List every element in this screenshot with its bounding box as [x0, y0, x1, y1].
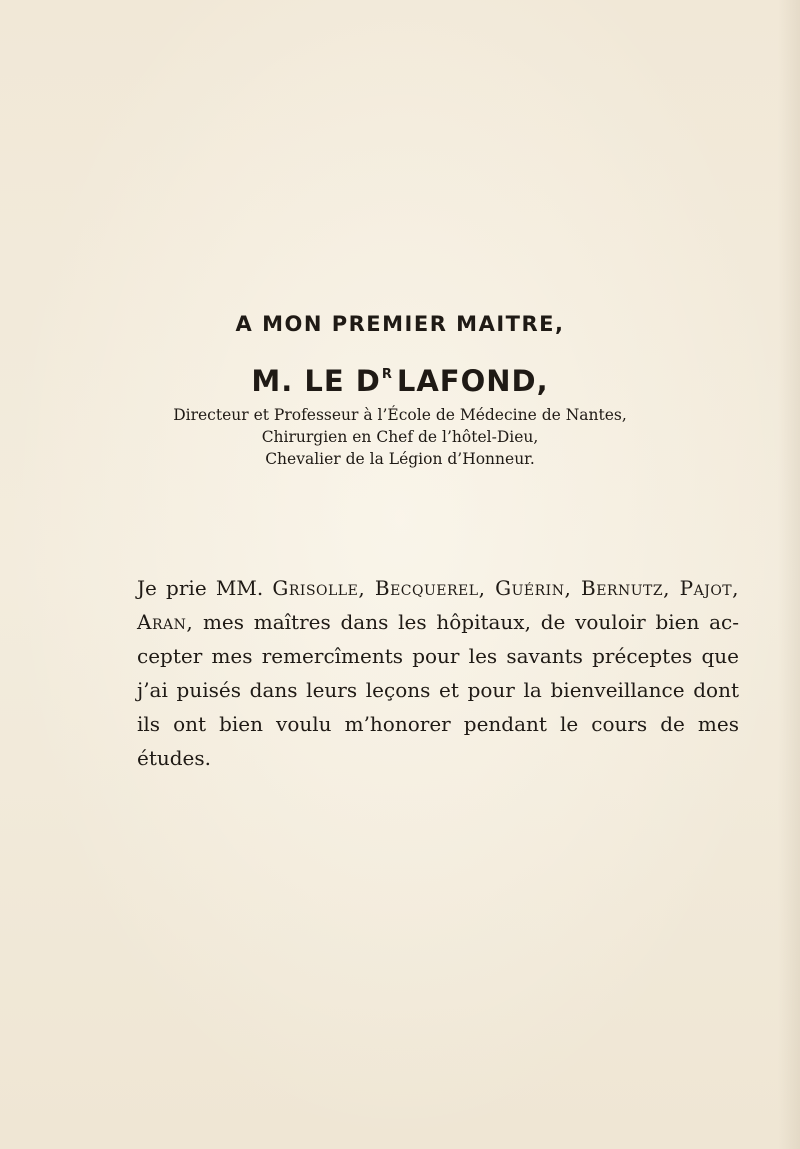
line1-intro: Je prie MM.: [137, 576, 273, 600]
paragraph-line-2: [137, 605, 739, 639]
line2-name: Aran,: [137, 610, 194, 634]
paragraph-line-1: [137, 571, 739, 605]
acknowledgement-paragraph: [137, 571, 739, 775]
paragraph-line-3: cepter mes remercîments pour les savants préceptes que: [137, 644, 739, 668]
paragraph-line-6: études.: [137, 746, 212, 770]
dedicatee-title-3: Chevalier de la Légion d’Honneur.: [265, 450, 535, 468]
dedication-heading: A MON PREMIER MAITRE,: [235, 312, 565, 336]
paragraph-line-5: ils ont bien voulu m’honorer pendant le cours de mes: [137, 712, 739, 736]
line1-names: Grisolle, Becquerel, Guérin, Bernutz, Pajot,: [272, 576, 739, 600]
line2-rest: mes maîtres dans les hôpitaux, de vouloir bien ac-: [193, 610, 739, 634]
dedicatee-title-1: Directeur et Professeur à l’École de Médecine de Nantes,: [173, 406, 627, 424]
dedicatee-prefix: M. LE D: [251, 364, 381, 398]
dedicatee-title-superscript: R: [381, 367, 393, 382]
dedicatee-surname: LAFOND,: [396, 364, 549, 398]
dedicatee-name: [0, 364, 800, 398]
dedicatee-title-2: Chirurgien en Chef de l’hôtel-Dieu,: [261, 428, 539, 446]
paragraph-line-4: j’ai puisés dans leurs leçons et pour la bienveillance dont: [137, 678, 739, 702]
page-edge-shadow: [778, 0, 800, 1149]
